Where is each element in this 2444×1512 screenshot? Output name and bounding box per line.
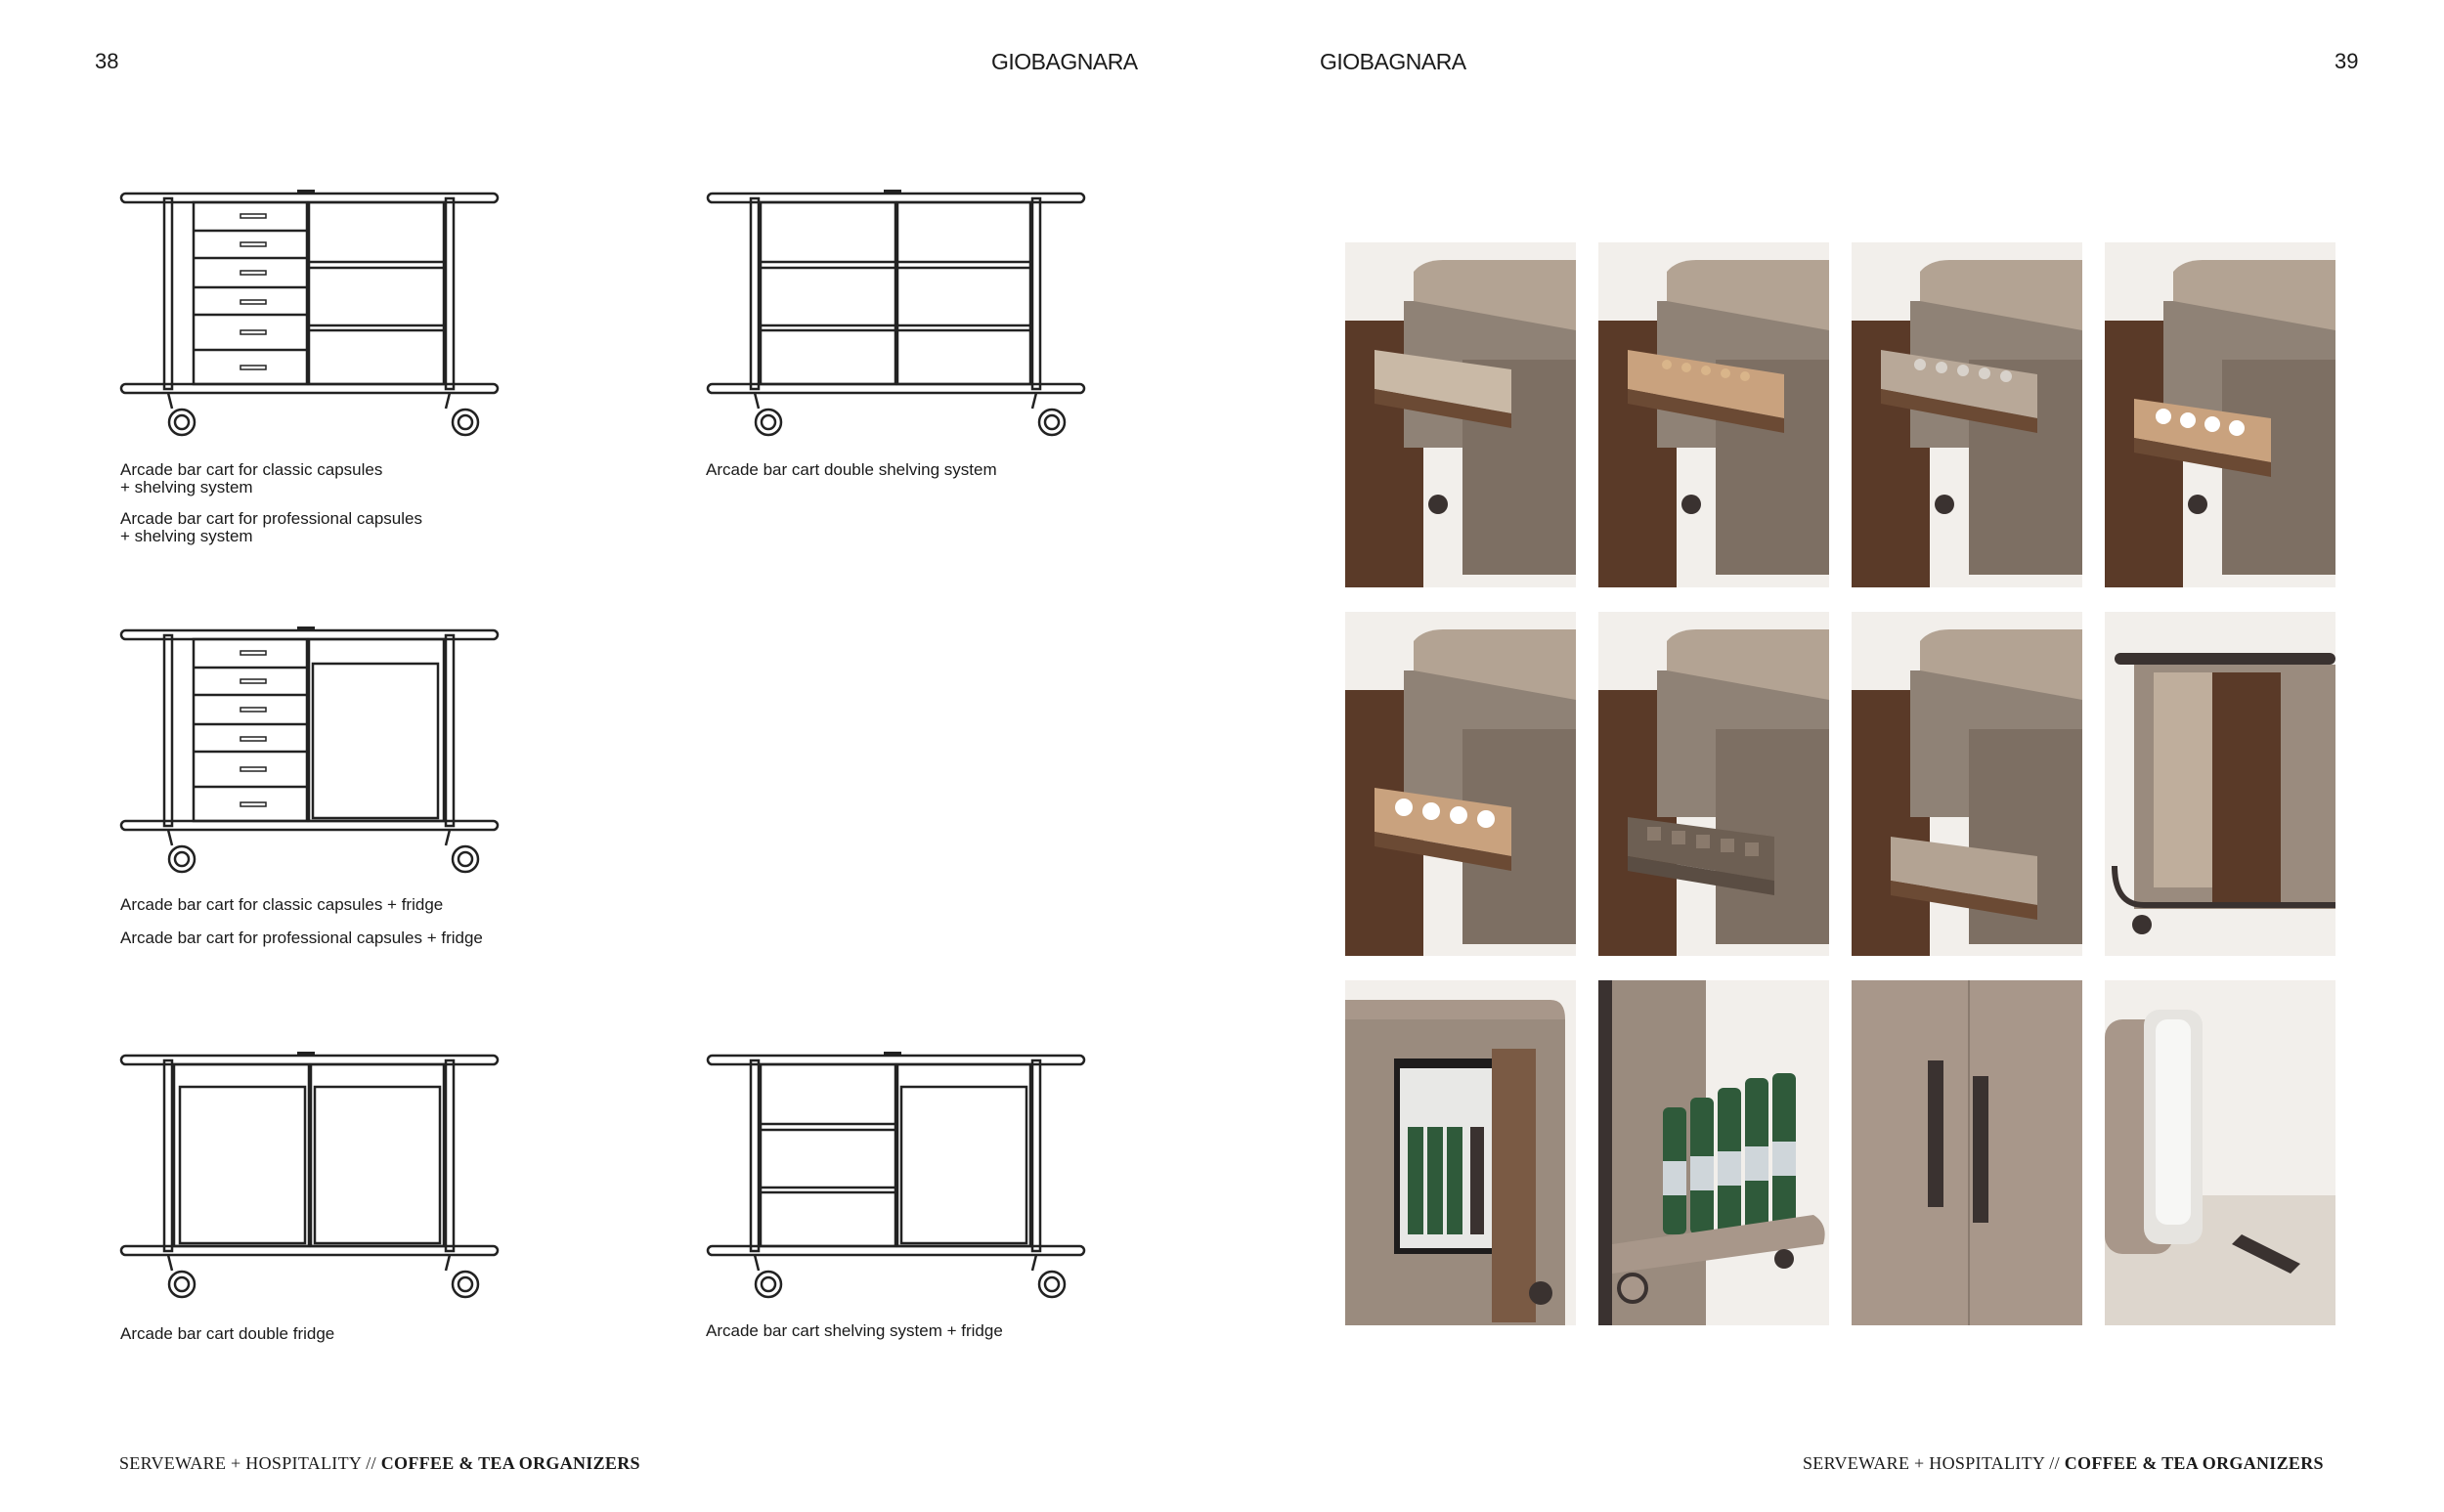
page-number-right: 39 [2335, 49, 2359, 73]
drawing-cart-double-fridge [117, 1048, 508, 1302]
photo-cart-open-door [2105, 612, 2335, 956]
caption-shelving-fridge: Arcade bar cart shelving system + fridge [706, 1321, 1003, 1340]
photo-capsule-drawer [1598, 242, 1829, 587]
caption-classic-fridge: Arcade bar cart for classic capsules + fridge [120, 895, 444, 914]
photo-saucers-drawer [1345, 612, 1576, 956]
caption-classic-shelving-line2: + shelving system [120, 478, 253, 497]
footer-section-left: SERVEWARE + HOSPITALITY // [119, 1453, 376, 1473]
drawing-cart-classic-shelving [117, 186, 508, 440]
footer-section-right: SERVEWARE + HOSPITALITY // [1803, 1453, 2060, 1473]
brand-logo-left: GIOBAGNARA [991, 49, 1138, 74]
photo-tray-drawer [1852, 612, 2082, 956]
drawing-cart-double-shelving [704, 186, 1095, 440]
footer-topic-right: COFFEE & TEA ORGANIZERS [2064, 1453, 2324, 1473]
footer-left [119, 1453, 640, 1474]
photo-capsule-drawer-2 [1852, 242, 2082, 587]
drawing-cart-classic-fridge [117, 623, 508, 877]
brand-logo-right: GIOBAGNARA [1320, 49, 1466, 74]
caption-professional-shelving-line1: Arcade bar cart for professional capsules [120, 509, 422, 528]
drawing-cart-shelving-fridge [704, 1048, 1095, 1302]
caption-double-shelving: Arcade bar cart double shelving system [706, 460, 997, 479]
caption-professional-shelving-line2: + shelving system [120, 527, 253, 545]
footer-right [1803, 1453, 2324, 1474]
photo-empty-drawer [1345, 242, 1576, 587]
photo-water-bottles [1598, 980, 1829, 1325]
caption-professional-fridge: Arcade bar cart for professional capsules + fridge [120, 929, 483, 947]
page-number-left: 38 [95, 49, 119, 73]
caption-classic-shelving-line1: Arcade bar cart for classic capsules [120, 460, 383, 479]
photo-fridge-bottles [1345, 980, 1576, 1325]
photo-glasses-drawer [1598, 612, 1829, 956]
photo-door-handles [1852, 980, 2082, 1325]
photo-cups-drawer [2105, 242, 2335, 587]
photo-kettle [2105, 980, 2335, 1325]
caption-double-fridge: Arcade bar cart double fridge [120, 1324, 335, 1343]
footer-topic-left: COFFEE & TEA ORGANIZERS [380, 1453, 640, 1473]
